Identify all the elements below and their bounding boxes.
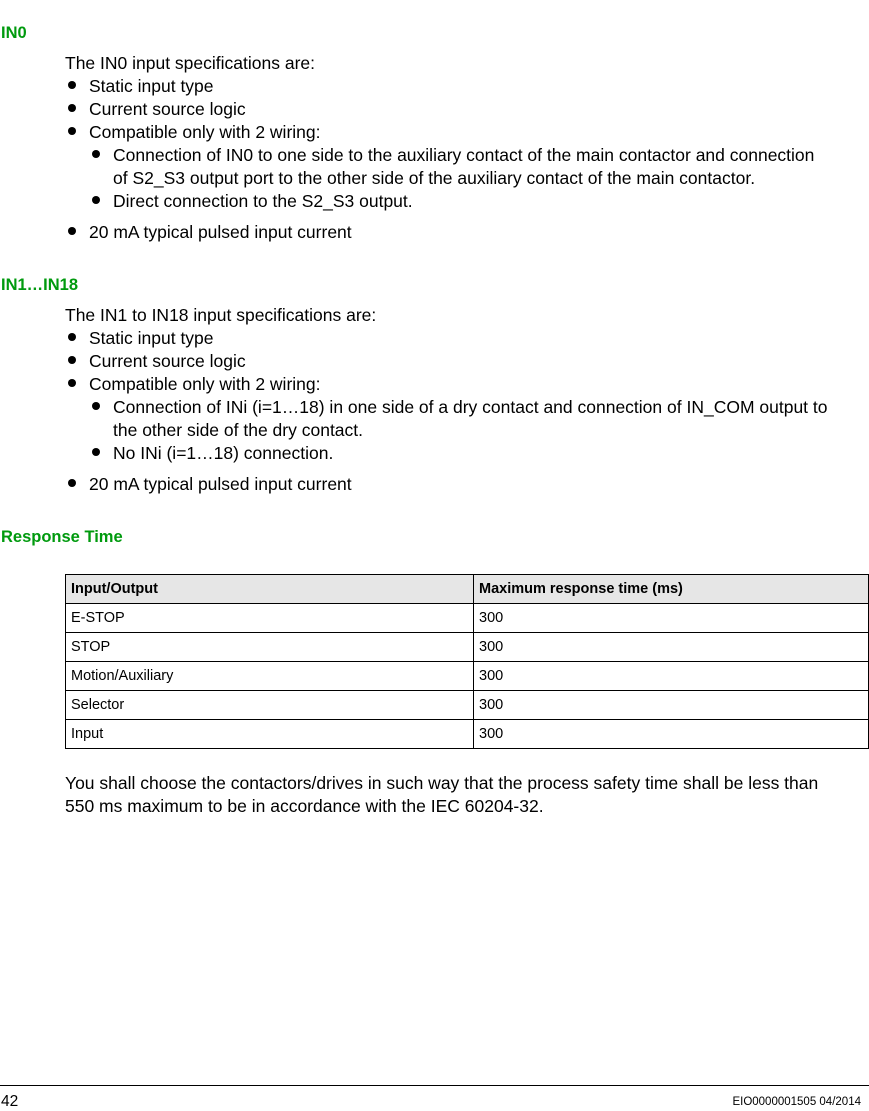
table-header-row [66,575,869,604]
in0-bullet-3: Compatible only with 2 wiring: [89,122,321,142]
in1-18-intro: The IN1 to IN18 input specifications are: [65,305,377,325]
table-cell: STOP [66,633,474,662]
bullet-dot [68,104,76,112]
bullet-dot [92,402,100,410]
in0-sub-bullet-1-line-1: Connection of IN0 to one side to the auxiliary contact of the main contactor and connection [113,145,815,165]
bullet-dot [68,81,76,89]
table-cell: 300 [474,720,869,749]
response-note-line-2: 550 ms maximum to be in accordance with the IEC 60204-32. [65,796,544,816]
in0-bullet-2: Current source logic [89,99,246,119]
table-cell: 300 [474,633,869,662]
bullet-dot [68,227,76,235]
in1-18-bullet-1: Static input type [89,328,214,348]
bullet-dot [68,333,76,341]
table-row [66,633,869,662]
in1-18-sub-bullet-1-line-2: the other side of the dry contact. [113,420,364,440]
bullet-dot [92,150,100,158]
section-heading-in0: IN0 [1,24,27,42]
table-cell: 300 [474,662,869,691]
page-number: 42 [1,1093,19,1110]
in0-intro: The IN0 input specifications are: [65,53,315,73]
table-cell: 300 [474,691,869,720]
bullet-dot [68,127,76,135]
section-heading-response-time: Response Time [1,528,123,546]
table-row [66,691,869,720]
table-cell: E-STOP [66,604,474,633]
table-cell: Selector [66,691,474,720]
in1-18-sub-bullet-1-line-1: Connection of INi (i=1…18) in one side of a dry contact and connection of IN_COM output to [113,397,828,417]
in0-bullet-1: Static input type [89,76,214,96]
table-cell: 300 [474,604,869,633]
bullet-dot [92,196,100,204]
in1-18-bullet-3: Compatible only with 2 wiring: [89,374,321,394]
bullet-dot [92,448,100,456]
in1-18-bullet-2: Current source logic [89,351,246,371]
document-reference: EIO0000001505 04/2014 [732,1096,861,1108]
bullet-dot [68,356,76,364]
column-header-max-response-time: Maximum response time (ms) [474,575,869,604]
response-time-table [65,574,869,749]
table-row [66,720,869,749]
section-heading-in1-in18: IN1…IN18 [1,276,79,294]
footer-divider [0,1085,869,1086]
bullet-dot [68,379,76,387]
in1-18-sub-bullet-2: No INi (i=1…18) connection. [113,443,334,463]
in0-sub-bullet-2: Direct connection to the S2_S3 output. [113,191,413,211]
table-row [66,604,869,633]
bullet-dot [68,479,76,487]
in0-sub-bullet-1-line-2: of S2_S3 output port to the other side of the auxiliary contact of the main contactor. [113,168,756,188]
in1-18-bullet-4: 20 mA typical pulsed input current [89,474,352,494]
table-row [66,662,869,691]
table-cell: Motion/Auxiliary [66,662,474,691]
response-note-line-1: You shall choose the contactors/drives in such way that the process safety time shall be less than [65,773,819,793]
table-cell: Input [66,720,474,749]
column-header-input-output: Input/Output [66,575,474,604]
in0-bullet-4: 20 mA typical pulsed input current [89,222,352,242]
